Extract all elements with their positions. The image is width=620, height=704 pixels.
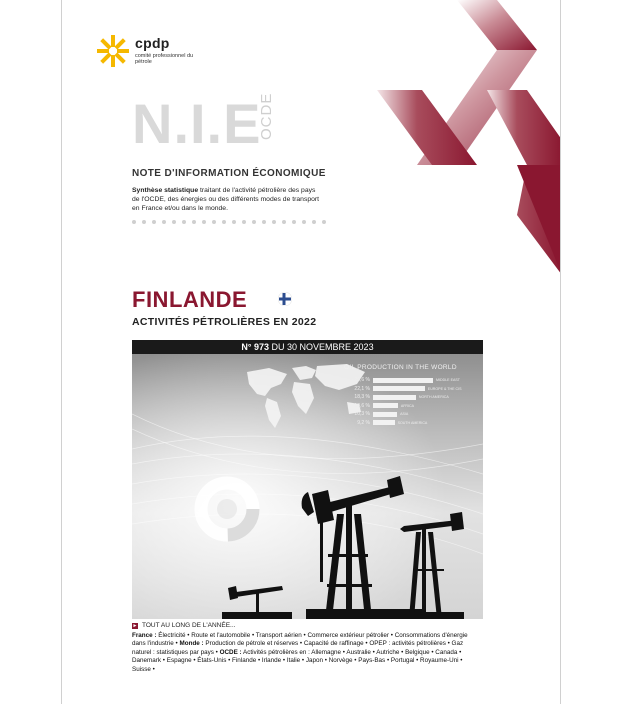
bar-fill (373, 378, 433, 383)
bar-fill (373, 412, 397, 417)
bar-fill (373, 386, 425, 391)
note-description (132, 186, 320, 213)
bar-percent: 10,3 % (354, 411, 370, 418)
cover-illustration (132, 354, 483, 619)
france-label: France : (132, 631, 157, 639)
bar-label: SOUTH AMERICA (397, 420, 428, 425)
production-bars (342, 376, 476, 427)
logo-subtitle: comité professionnel du pétrole (135, 53, 194, 65)
bar-row (342, 376, 476, 385)
bar-label: MIDDLE EAST (436, 378, 460, 383)
bar-fill (373, 420, 395, 425)
monde-text: Production de pétrole et réserves • Capacité de raffinage • OPEP : activités pétrolières • Gaz naturel : statistiques par pays • (132, 640, 464, 656)
description-rest: traitant de l'activité pétrolière des pays de l'OCDE, des énergies ou des différents modes de transport en France et/ou dans le monde. (132, 187, 320, 212)
arrow-right-icon: ► (132, 623, 138, 630)
bar-fill (373, 403, 398, 408)
monde-label: Monde : (179, 640, 204, 648)
bar-row (342, 402, 476, 411)
chevron-decoration-icon (377, 0, 561, 280)
logo-name: cpdp (135, 35, 170, 51)
document-cover (61, 0, 561, 704)
bar-label: ASIA (400, 412, 409, 417)
description-bold: Synthèse statistique (132, 187, 199, 194)
bar-fill (373, 395, 416, 400)
series-text (132, 632, 482, 675)
country-title: FINLANDE (132, 287, 248, 312)
series-summary (132, 622, 482, 675)
ocde-label: OCDE : (219, 648, 242, 656)
finland-flag-icon (278, 292, 292, 306)
bar-percent: 18,3 % (354, 394, 370, 401)
sun-logo-icon (95, 33, 131, 69)
series-heading: TOUT AU LONG DE L'ANNÉE... (142, 622, 236, 629)
france-text: Électricité • Route et l'automobile • Transport aérien • Commerce extérieur pétrolier • Consommations d'énergie dans l'industrie • (132, 631, 468, 648)
bar-row (342, 410, 476, 419)
issue-banner (132, 340, 483, 354)
bar-percent: 9,2 % (357, 419, 370, 426)
bar-row (342, 419, 476, 428)
cpdp-logo (95, 33, 194, 69)
bar-label: AFRICA (400, 403, 415, 408)
note-title: NOTE D'INFORMATION ÉCONOMIQUE (132, 168, 326, 179)
report-subtitle: ACTIVITÉS PÉTROLIÈRES EN 2022 (132, 316, 317, 328)
bar-percent: 22,1 % (354, 385, 370, 392)
issue-date: DU 30 NOVEMBRE 2023 (269, 342, 374, 352)
bar-row (342, 385, 476, 394)
bar-label: NORTH AMERICA (418, 395, 449, 400)
ocde-text: Activités pétrolières en : Allemagne • Australie • Autriche • Belgique • Canada • Danemark • Espagne • États-Unis • Finlande • Irlande • Italie • Japon • Norvège • Pays-Bas • Portugal • Royaume-Uni • Suisse • (132, 648, 463, 673)
chart-heading: OIL PRODUCTION IN THE WORLD (344, 364, 457, 371)
bar-percent: 10,6 % (354, 402, 370, 409)
bar-percent: 25,6 % (354, 377, 370, 384)
dot-divider (132, 220, 326, 224)
bar-row (342, 393, 476, 402)
ocde-vertical-label: OCDE (258, 92, 275, 140)
issue-number: N° 973 (241, 342, 270, 352)
bar-label: EUROPE & THE CIS (427, 386, 462, 391)
nie-acronym: N.I.E (132, 92, 262, 155)
